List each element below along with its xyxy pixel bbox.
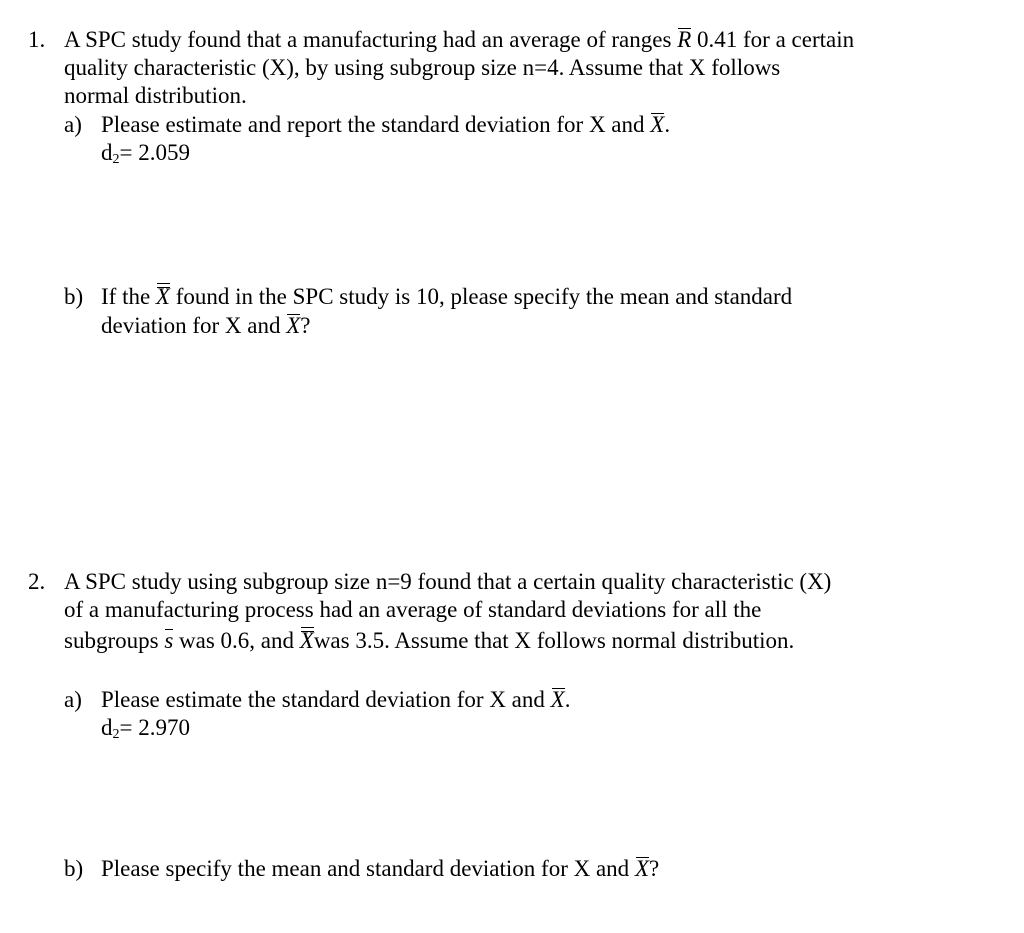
- question-2-number: 2.: [28, 569, 46, 594]
- question-1-line-1: A SPC study found that a manufacturing had an average of ranges R 0.41 for a certain: [64, 27, 855, 52]
- question-2-line-1: A SPC study using subgroup size n=9 found that a certain quality characteristic (X): [64, 569, 832, 594]
- x-bar-symbol: X: [634, 856, 649, 881]
- part-text: Please estimate the standard deviation for X and X.: [101, 687, 571, 712]
- question-2-line-3: subgroups s was 0.6, and Xwas 3.5. Assume that X follows normal distribution.: [64, 628, 795, 653]
- question-1-line-3: normal distribution.: [64, 83, 247, 108]
- question-1-line-2: quality characteristic (X), by using subgroup size n=4. Assume that X follows: [64, 55, 781, 80]
- s-bar-symbol: s: [164, 628, 174, 653]
- given-d2-value: $d_2= 2.970$: [101, 715, 190, 742]
- x-double-bar-symbol: X: [299, 628, 314, 653]
- question-2-line-2: of a manufacturing process had an average of standard deviations for all the: [64, 597, 762, 622]
- question-1-text: [64, 26, 944, 110]
- x-bar-symbol: X: [286, 313, 301, 338]
- part-letter: a): [64, 112, 82, 137]
- part-letter: a): [64, 687, 82, 712]
- x-double-bar-symbol: X: [155, 284, 170, 309]
- part-text: Please specify the mean and standard deviation for X and X?: [101, 856, 660, 881]
- question-2-text: [64, 568, 944, 655]
- part-text: Please estimate and report the standard deviation for X and X.: [101, 112, 671, 137]
- question-1-number: 1.: [28, 27, 46, 52]
- part-letter: b): [64, 856, 84, 881]
- part-letter: b): [64, 284, 84, 309]
- x-bar-symbol: X: [550, 687, 565, 712]
- part-text: If the X found in the SPC study is 10, please specify the mean and standard deviation for X and X?: [101, 284, 793, 338]
- given-d2-value: $d_2= 2.059$: [101, 140, 190, 167]
- r-bar-symbol: R: [677, 27, 692, 52]
- x-bar-symbol: X: [650, 112, 665, 137]
